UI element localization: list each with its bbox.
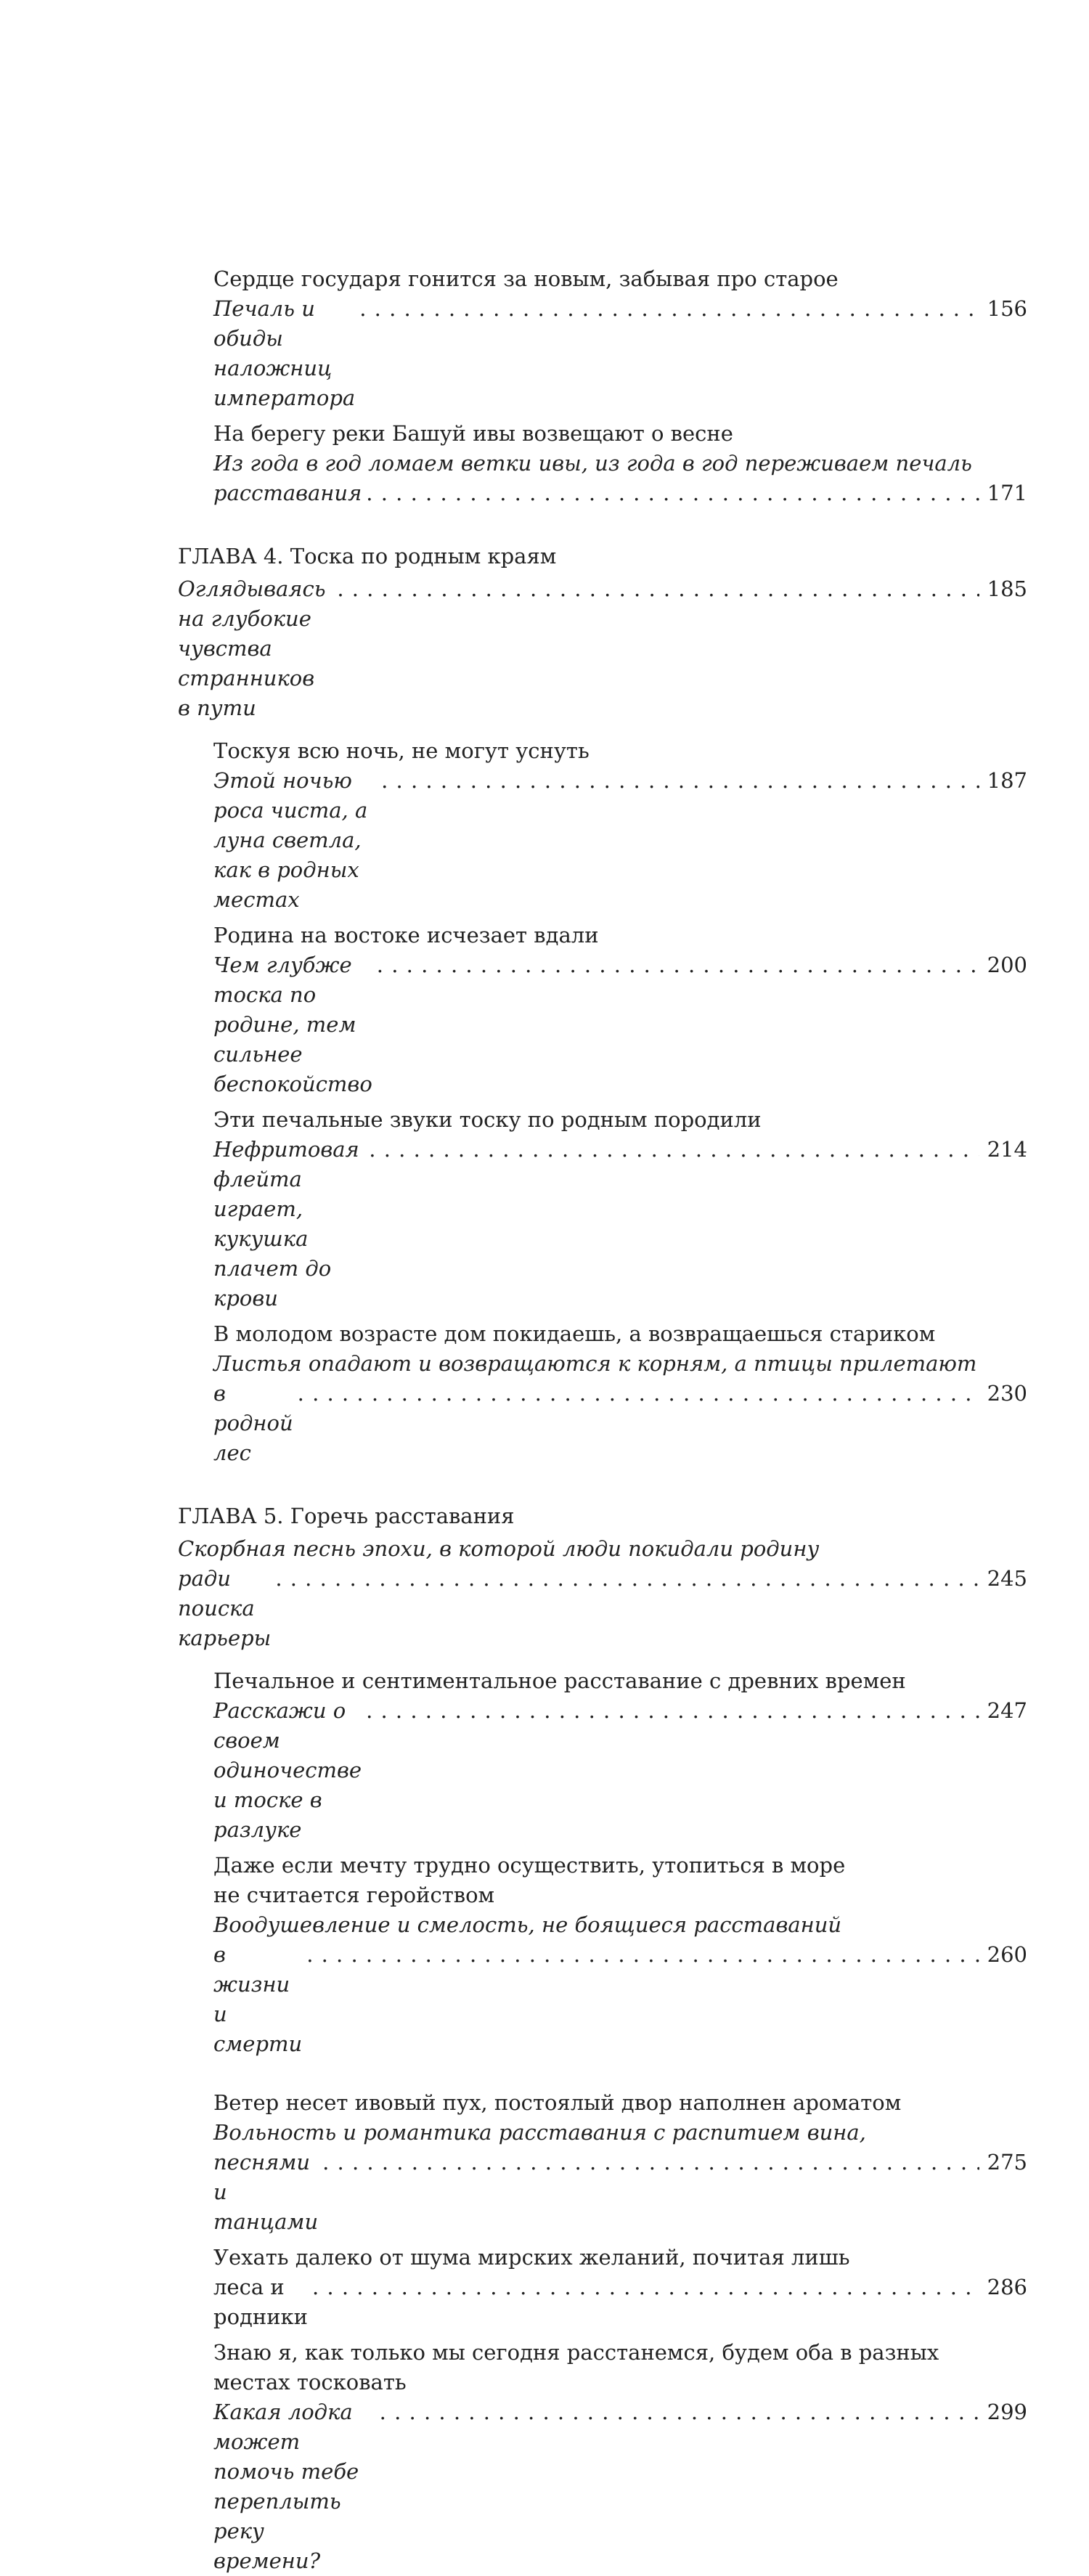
entry-subtitle-line xyxy=(213,766,1027,915)
toc-entry xyxy=(213,1319,1027,1468)
entry-title: Сердце государя гонится за новым, забывая про старое xyxy=(213,266,839,291)
page-number: 275 xyxy=(987,2150,1027,2174)
page-number: 214 xyxy=(987,1137,1027,1162)
entry-title: леса и родники xyxy=(213,2275,308,2329)
entry-subtitle: в жизни и смерти xyxy=(213,1942,303,2056)
dot-leader xyxy=(366,478,979,508)
entry-subtitle: Печаль и обиды наложниц императора xyxy=(213,296,356,410)
toc-continued-section xyxy=(178,264,1027,508)
page-number: 156 xyxy=(987,296,1027,321)
entry-subtitle-line xyxy=(213,294,1027,413)
toc-entry xyxy=(213,1666,1027,1845)
entry-subtitle: Этой ночью роса чиста, а луна светла, как в родных местах xyxy=(213,768,368,912)
entry-title: Знаю я, как только мы сегодня расстанемся, будем оба в разных xyxy=(213,2340,939,2365)
toc-entry xyxy=(213,921,1027,1099)
page-number: 245 xyxy=(987,1566,1027,1591)
entry-subtitle: Расскажи о своем одиночестве и тоске в разлуке xyxy=(213,1698,362,1842)
dot-leader xyxy=(366,1696,979,1726)
toc-entry xyxy=(213,264,1027,413)
entry-title: Печальное и сентиментальное расставание с древних времен xyxy=(213,1668,906,1693)
chapter-5-section xyxy=(178,1501,1027,2576)
chapter-heading: ГЛАВА 5. Горечь расставания xyxy=(178,1504,515,1528)
page-number: 286 xyxy=(987,2275,1027,2299)
chapter-subtitle-line xyxy=(178,574,1027,723)
toc-entry xyxy=(213,419,1027,508)
chapter-heading: ГЛАВА 4. Тоска по родным краям xyxy=(178,544,557,568)
toc-entry xyxy=(213,2243,1027,2332)
entry-title: местах тосковать xyxy=(213,2370,407,2394)
toc-entry xyxy=(213,1851,1027,2059)
entry-subtitle-line xyxy=(213,478,1027,508)
dot-leader xyxy=(359,294,979,324)
entry-title: На берегу реки Башуй ивы возвещают о весне xyxy=(213,421,733,446)
page-number: 185 xyxy=(987,576,1027,601)
entry-title-line xyxy=(213,2273,1027,2332)
chapter-subtitle-line xyxy=(178,1564,1027,1653)
entry-subtitle: Воодушевление и смелость, не боящиеся расставаний xyxy=(213,1912,842,1937)
entry-subtitle-line xyxy=(213,1135,1027,1313)
entry-title: Эти печальные звуки тоску по родным породили xyxy=(213,1107,762,1132)
entry-subtitle-line xyxy=(213,2148,1027,2237)
toc-entry xyxy=(213,2338,1027,2576)
dot-leader xyxy=(377,950,979,980)
dot-leader xyxy=(337,574,979,604)
entry-title: Тоскуя всю ночь, не могут уснуть xyxy=(213,738,590,763)
page-number: 299 xyxy=(987,2400,1027,2424)
chapter-4-section xyxy=(178,542,1027,1468)
dot-leader xyxy=(306,1940,979,1970)
dot-leader xyxy=(380,2397,979,2427)
entry-subtitle: Листья опадают и возвращаются к корням, а птицы прилетают xyxy=(213,1351,977,1376)
page-number: 230 xyxy=(987,1381,1027,1406)
dot-leader xyxy=(381,766,979,796)
page-number: 260 xyxy=(987,1942,1027,1967)
entry-subtitle: Какая лодка может помочь тебе переплыть реку времени? xyxy=(213,2400,359,2573)
entry-subtitle: Чем глубже тоска по родине, тем сильнее беспокойство xyxy=(213,953,372,1096)
dot-leader xyxy=(275,1564,979,1594)
page-number: 247 xyxy=(987,1698,1027,1723)
toc-entry xyxy=(213,736,1027,915)
entry-subtitle-line xyxy=(213,950,1027,1099)
chapter-subtitle: Оглядываясь на глубокие чувства странников в пути xyxy=(178,576,326,720)
entry-subtitle: песнями и танцами xyxy=(213,2150,319,2234)
chapter-subtitle: Скорбная песнь эпохи, в которой люди покидали родину xyxy=(178,1536,820,1561)
entry-subtitle-line xyxy=(213,1940,1027,2059)
dot-leader xyxy=(298,1379,979,1409)
dot-leader xyxy=(369,1135,979,1165)
page-number: 171 xyxy=(987,481,1027,505)
entry-subtitle-line xyxy=(213,2397,1027,2576)
dot-leader xyxy=(322,2148,979,2177)
entry-title: Ветер несет ивовый пух, постоялый двор наполнен ароматом xyxy=(213,2090,902,2115)
entry-title: Родина на востоке исчезает вдали xyxy=(213,923,599,947)
entry-title: В молодом возрасте дом покидаешь, а возвращаешься стариком xyxy=(213,1321,936,1346)
entry-title: не считается геройством xyxy=(213,1883,495,1907)
entry-subtitle: расставания xyxy=(213,481,362,505)
entry-subtitle-line xyxy=(213,1379,1027,1468)
chapter-subtitle: ради поиска карьеры xyxy=(178,1566,272,1650)
entry-subtitle-line xyxy=(213,1696,1027,1845)
entry-subtitle: Из года в год ломаем ветки ивы, из года в год переживаем печаль xyxy=(213,451,972,476)
toc-entry xyxy=(213,1105,1027,1313)
dot-leader xyxy=(312,2273,979,2302)
page-number: 200 xyxy=(987,953,1027,977)
entry-subtitle: Вольность и романтика расставания с распитием вина, xyxy=(213,2120,866,2145)
entry-subtitle: в родной лес xyxy=(213,1381,293,1465)
entry-title: Даже если мечту трудно осуществить, утопиться в море xyxy=(213,1853,846,1878)
entry-title: Уехать далеко от шума мирских желаний, почитая лишь xyxy=(213,2245,850,2270)
table-of-contents xyxy=(0,264,1089,2576)
toc-entry xyxy=(213,2088,1027,2237)
page-number: 187 xyxy=(987,768,1027,793)
entry-subtitle: Нефритовая флейта играет, кукушка плачет до крови xyxy=(213,1137,359,1311)
